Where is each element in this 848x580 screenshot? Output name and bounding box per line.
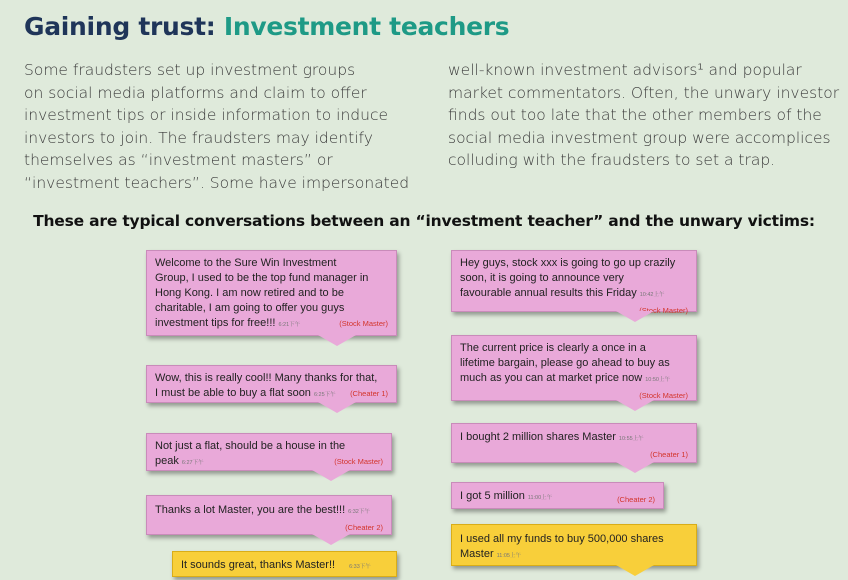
intro-line: market commentators. Often, the unwary investor bbox=[448, 83, 840, 102]
chat-line: Welcome to the Sure Win Investment bbox=[155, 257, 337, 269]
intro-line: investors to join. The fraudsters may identify bbox=[24, 128, 373, 147]
bubble-tail bbox=[312, 470, 350, 481]
intro-line: “investment teachers”. Some have impersonated bbox=[24, 173, 410, 192]
chat-bubble-cheater-1 bbox=[451, 423, 697, 463]
chat-line: Wow, this is really cool!! Many thanks for that, bbox=[155, 372, 378, 384]
intro-line: finds out too late that the other members of the bbox=[448, 106, 822, 124]
title-prefix: Gaining trust: bbox=[24, 12, 216, 41]
chat-line: Not just a flat, should be a house in the bbox=[155, 440, 346, 452]
page-title bbox=[24, 12, 509, 41]
chat-timestamp: 10:50上午 bbox=[645, 377, 670, 383]
intro-line: Some fraudsters set up investment groups bbox=[24, 61, 356, 79]
intro-line: social media investment group were accomplices bbox=[448, 128, 831, 147]
chat-line: It sounds great, thanks Master!! bbox=[181, 559, 336, 571]
chat-line: charitable, I am going to offer you guys bbox=[155, 302, 345, 314]
chat-bubble-victim bbox=[451, 524, 697, 566]
conversation-subheading: These are typical conversations between an “investment teacher” and the unwary victims: bbox=[33, 212, 815, 230]
chat-sender: (Cheater 2) bbox=[617, 495, 655, 504]
bubble-tail bbox=[616, 565, 654, 576]
chat-line: peak bbox=[155, 455, 179, 467]
chat-line: I got 5 million bbox=[460, 490, 525, 502]
bubble-tail bbox=[318, 335, 356, 346]
chat-timestamp: 6:21下午 bbox=[278, 322, 301, 328]
chat-line: The current price is clearly a once in a bbox=[460, 342, 646, 354]
chat-bubble-stock-master bbox=[451, 250, 697, 315]
chat-line: investment tips for free!!! bbox=[155, 317, 276, 329]
intro-line: themselves as “investment masters” or bbox=[24, 151, 333, 169]
chat-bubble-cheater-2 bbox=[451, 482, 664, 509]
chat-bubble-stock-master bbox=[146, 433, 392, 471]
chat-bubble-cheater-1 bbox=[146, 365, 397, 403]
chat-bubble-stock-master bbox=[146, 250, 397, 336]
bubble-tail bbox=[318, 402, 356, 413]
chat-sender: (Cheater 2) bbox=[345, 523, 383, 532]
intro-line: well-known investment advisors¹ and popular bbox=[448, 61, 802, 79]
chat-line: I bought 2 million shares Master bbox=[460, 431, 616, 443]
chat-line: Master bbox=[460, 548, 494, 560]
chat-sender: (Cheater 1) bbox=[650, 450, 688, 459]
chat-timestamp: 6:33下午 bbox=[349, 564, 371, 570]
intro-paragraph-right bbox=[448, 59, 838, 172]
chat-timestamp: 11:00上午 bbox=[527, 495, 553, 501]
chat-timestamp: 10:42上午 bbox=[639, 292, 665, 298]
chat-line: Thanks a lot Master, you are the best!!! bbox=[155, 504, 346, 516]
chat-bubble-stock-master bbox=[451, 335, 697, 401]
chat-line: I used all my funds to buy 500,000 shares bbox=[460, 533, 664, 545]
chat-line: lifetime bargain, please go ahead to buy as bbox=[460, 357, 670, 369]
chat-sender: (Stock Master) bbox=[639, 391, 688, 400]
bubble-tail bbox=[616, 400, 654, 411]
chat-timestamp: 10:55上午 bbox=[618, 436, 644, 442]
chat-sender: (Cheater 1) bbox=[350, 389, 388, 398]
bubble-tail bbox=[616, 462, 654, 473]
chat-line: much as you can at market price now bbox=[460, 372, 643, 384]
bubble-tail bbox=[616, 311, 654, 322]
intro-paragraph-left bbox=[24, 59, 414, 194]
chat-timestamp: 6:25下午 bbox=[313, 392, 336, 398]
chat-timestamp: 6:27下午 bbox=[181, 460, 204, 466]
intro-line: on social media platforms and claim to offer bbox=[24, 83, 367, 102]
chat-sender: (Stock Master) bbox=[334, 457, 383, 466]
chat-line: I must be able to buy a flat soon bbox=[155, 387, 311, 399]
chat-bubble-victim bbox=[172, 551, 397, 577]
chat-timestamp: 6:32下午 bbox=[348, 509, 370, 515]
chat-bubble-cheater-2 bbox=[146, 495, 392, 535]
intro-line: investment tips or inside information to induce bbox=[24, 106, 389, 124]
title-topic: Investment teachers bbox=[223, 12, 510, 41]
chat-timestamp: 11:05上午 bbox=[496, 553, 521, 559]
bubble-tail bbox=[312, 534, 350, 545]
chat-line: Group, I used to be the top fund manager in bbox=[155, 272, 369, 284]
chat-line: favourable annual results this Friday bbox=[460, 287, 637, 299]
chat-line: Hong Kong. I am now retired and to be bbox=[155, 287, 344, 299]
chat-line: soon, it is going to announce very bbox=[460, 272, 624, 284]
chat-sender: (Stock Master) bbox=[639, 306, 688, 315]
intro-line: colluding with the fraudsters to set a trap. bbox=[448, 151, 776, 169]
chat-line: Hey guys, stock xxx is going to go up crazily bbox=[460, 257, 676, 269]
chat-sender: (Stock Master) bbox=[339, 319, 388, 328]
